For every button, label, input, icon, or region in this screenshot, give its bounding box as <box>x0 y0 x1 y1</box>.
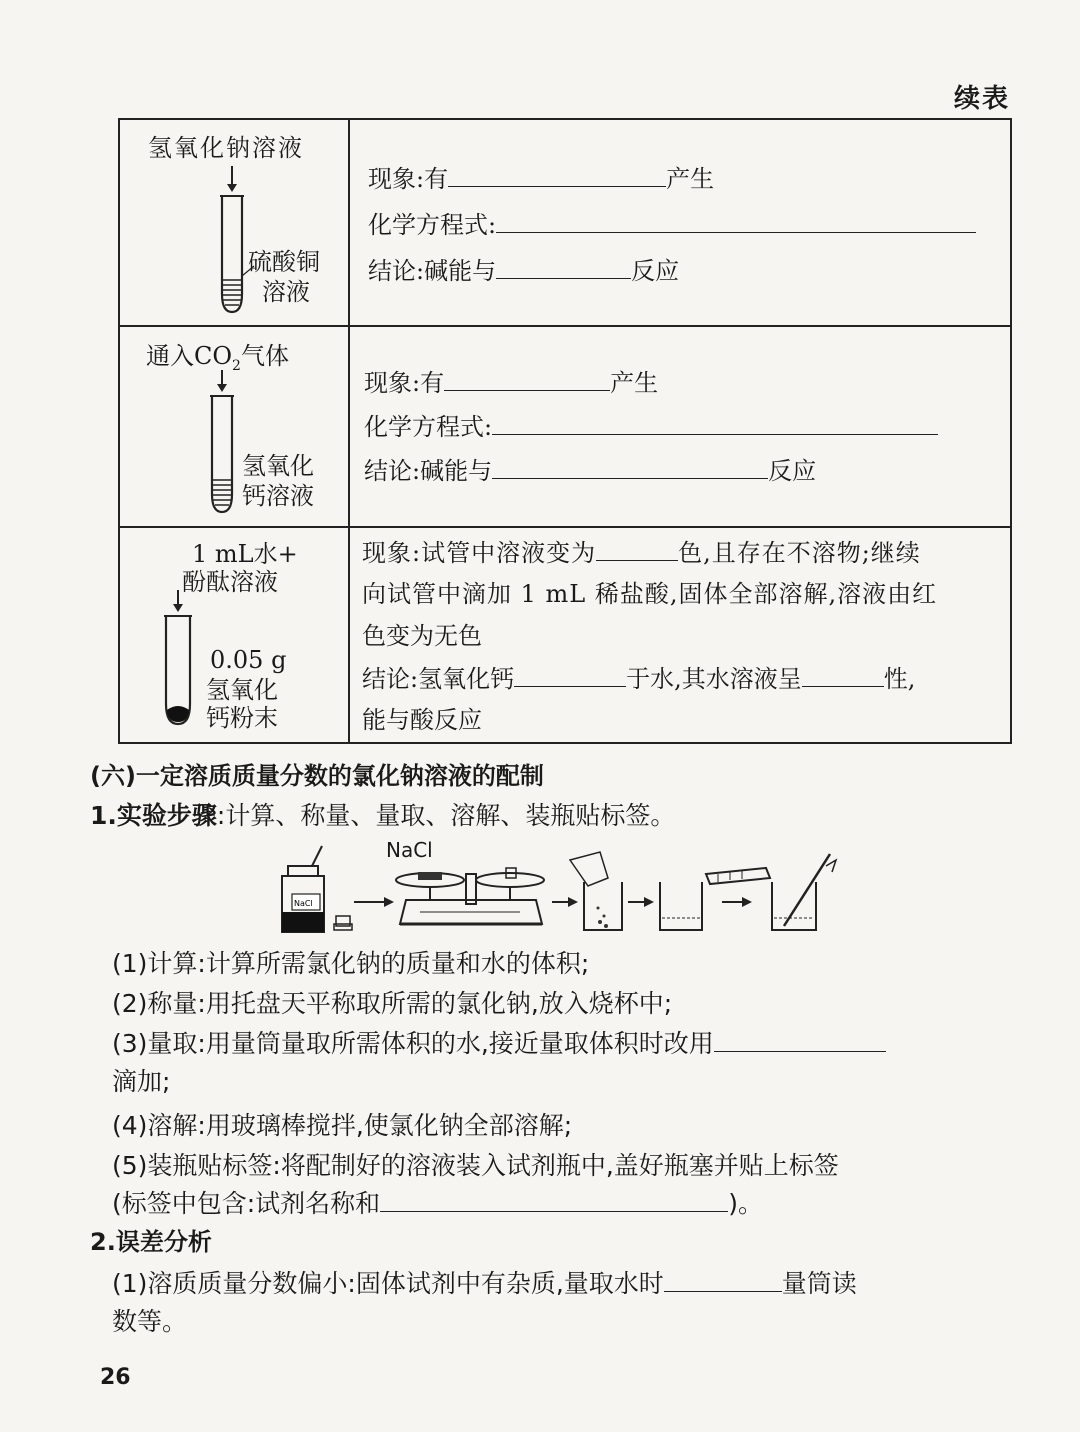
row3-acidity-blank[interactable] <box>802 660 884 687</box>
balance-icon <box>396 868 544 924</box>
step-bottle-1: (5)装瓶贴标签:将配制好的溶液装入试剂瓶中,盖好瓶塞并贴上标签 <box>112 1151 839 1180</box>
row1-reagent-top: 氢氧化钠溶液 <box>148 134 304 162</box>
row1-conclusion: 结论:碱能与 反应 <box>368 252 679 289</box>
step-dissolve: (4)溶解:用玻璃棒搅拌,使氯化钠全部溶解; <box>112 1111 573 1140</box>
step-measure: (3)量取:用量筒量取所需体积的水,接近量取体积时改用 <box>112 1024 886 1064</box>
beaker-water-icon <box>660 868 770 930</box>
row3-reagent-bottom-2: 氢氧化 <box>206 676 278 704</box>
row2-conclusion-blank[interactable] <box>492 452 768 479</box>
row3-reagent-top-2: 酚酞溶液 <box>182 568 278 596</box>
procedure-diagram <box>270 838 850 942</box>
procedure-diagram-icon <box>270 838 850 942</box>
row3-test-tube-icon <box>154 590 204 730</box>
page-number: 26 <box>100 1365 131 1390</box>
measure-blank[interactable] <box>714 1025 886 1052</box>
row3-reagent-bottom-1: 0.05 g <box>210 646 287 674</box>
row1-equation: 化学方程式: <box>368 206 976 243</box>
row3-line2: 向试管中滴加 1 mL 稀盐酸,固体全部溶解,溶液由红 <box>362 580 938 608</box>
row2-phenomenon-blank[interactable] <box>444 364 610 391</box>
row3-line5: 能与酸反应 <box>362 706 482 734</box>
row3-line3: 色变为无色 <box>362 622 482 650</box>
diagram-nacl-label: NaCl <box>386 838 433 862</box>
row3-color-blank[interactable] <box>596 534 678 561</box>
row3-line1: 现象:试管中溶液变为 色,且存在不溶物;继续 <box>362 534 921 571</box>
row2-equation: 化学方程式: <box>364 408 938 445</box>
row3-line4: 结论:氢氧化钙 于水,其水溶液呈 性, <box>362 660 915 697</box>
row2-reagent-top: 通入$CO_2$气体 <box>146 342 289 374</box>
beaker-solid-icon <box>570 852 622 930</box>
step-weigh: (2)称量:用托盘天平称取所需的氯化钠,放入烧杯中; <box>112 989 673 1018</box>
row1-phenomenon-blank[interactable] <box>448 160 666 187</box>
error-item-1-cont: 数等。 <box>112 1307 188 1336</box>
table-divider-row2 <box>120 526 1010 528</box>
row1-test-tube-icon <box>200 166 260 326</box>
beaker-stir-icon <box>772 854 836 930</box>
row2-conclusion: 结论:碱能与 反应 <box>364 452 816 489</box>
row3-solubility-blank[interactable] <box>514 660 626 687</box>
row2-reagent-bottom-2: 钙溶液 <box>242 482 314 510</box>
row3-reagent-top-1: 1 mL水+ <box>192 540 298 568</box>
step1-line: 1.实验步骤:计算、称量、量取、溶解、装瓶贴标签。 <box>90 801 676 830</box>
table-divider-vertical <box>348 120 350 742</box>
row2-phenomenon: 现象:有 产生 <box>364 364 658 401</box>
label-content-blank[interactable] <box>380 1185 728 1212</box>
section-title: (六)一定溶质质量分数的氯化钠溶液的配制 <box>90 762 544 790</box>
reagent-bottle-icon <box>282 846 352 932</box>
bottle-label-text: NaCl <box>294 899 313 908</box>
step-measure-cont: 滴加; <box>112 1067 171 1096</box>
row1-phenomenon: 现象:有 产生 <box>368 160 714 197</box>
error-blank[interactable] <box>664 1265 782 1292</box>
row2-reagent-bottom-1: 氢氧化 <box>242 452 314 480</box>
error-analysis-title: 2.误差分析 <box>90 1228 212 1256</box>
error-item-1: (1)溶质质量分数偏小:固体试剂中有杂质,量取水时 量筒读 <box>112 1264 857 1304</box>
step-calc: (1)计算:计算所需氯化钠的质量和水的体积; <box>112 949 590 978</box>
continued-label: 续表 <box>953 84 1010 114</box>
row1-conclusion-blank[interactable] <box>496 252 631 279</box>
experiment-table <box>118 118 1012 744</box>
row1-equation-blank[interactable] <box>496 206 976 233</box>
step-bottle-2: (标签中包含:试剂名称和 )。 <box>112 1184 763 1224</box>
row1-reagent-bottom-1: 硫酸铜 <box>248 248 320 276</box>
row1-reagent-bottom-2: 溶液 <box>262 278 310 306</box>
row2-equation-blank[interactable] <box>492 408 938 435</box>
row3-reagent-bottom-3: 钙粉末 <box>206 704 278 732</box>
